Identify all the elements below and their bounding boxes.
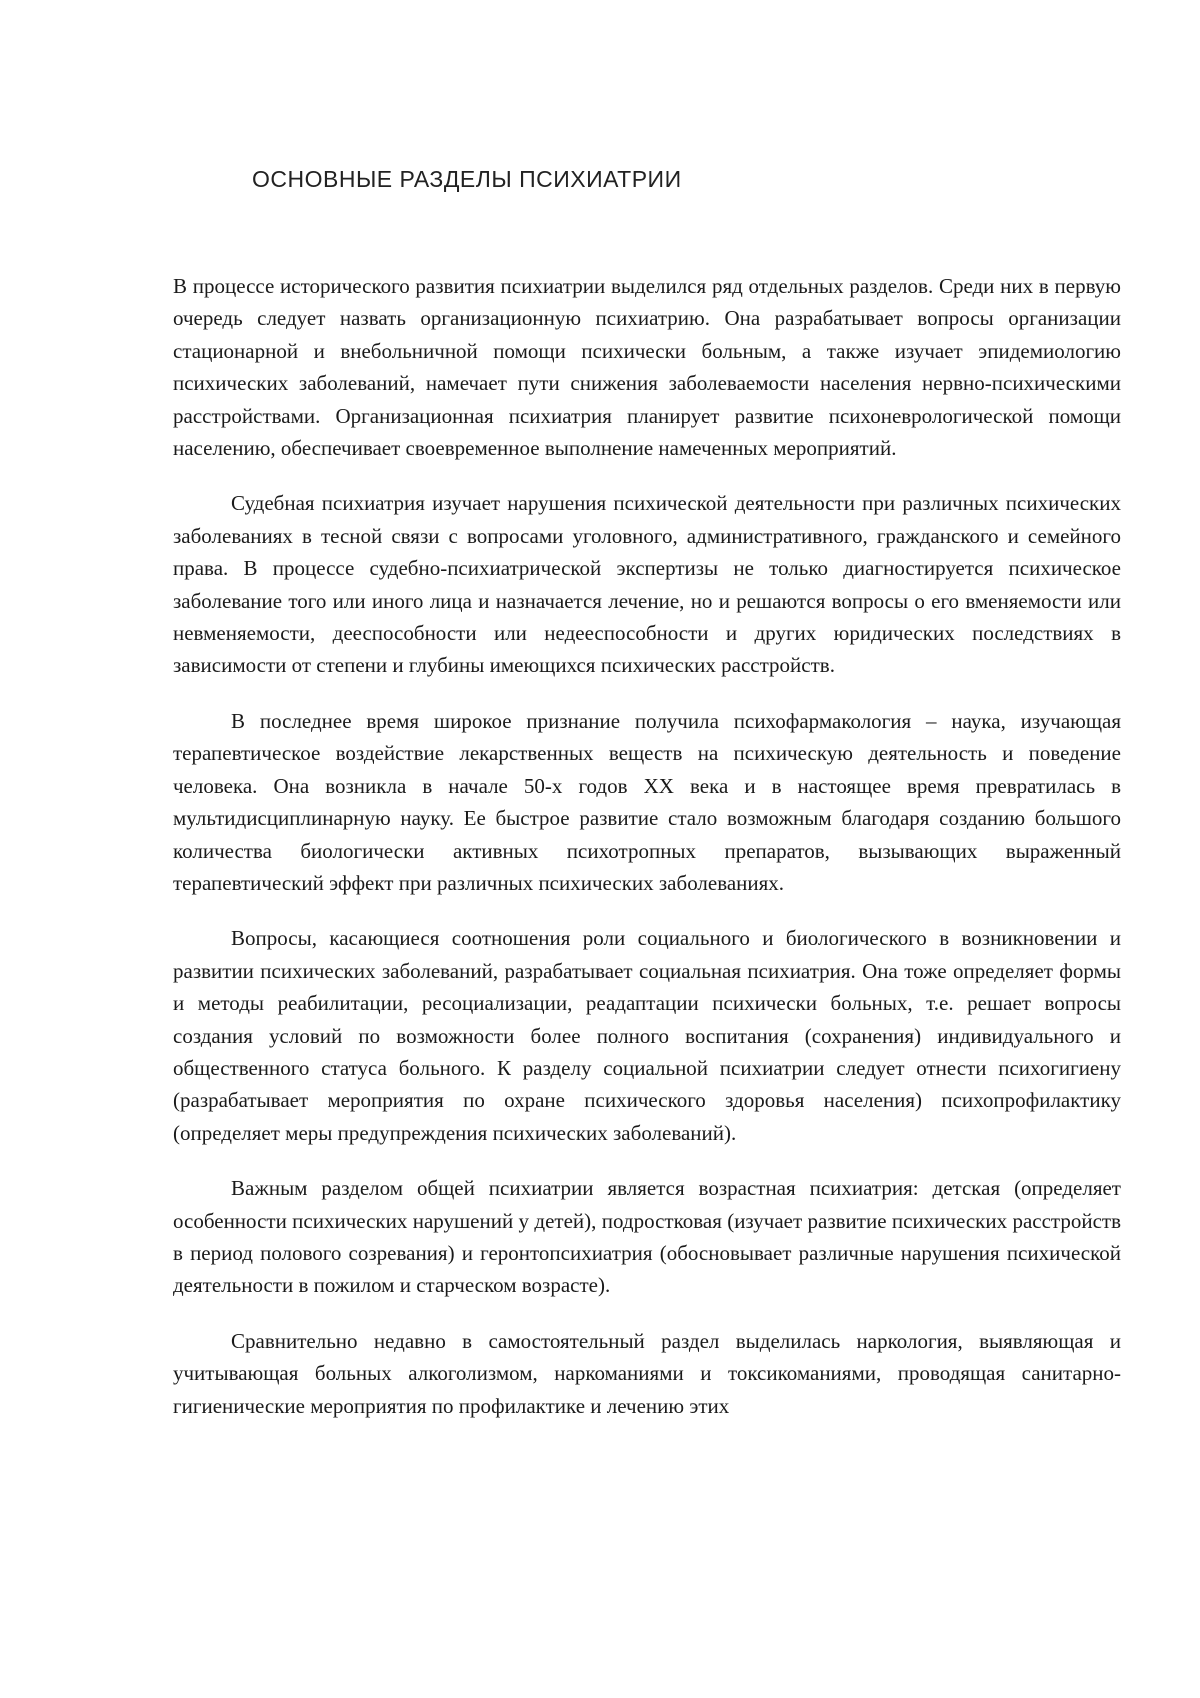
paragraph-narcology: Сравнительно недавно в самостоятельный раздел выделилась наркология, выявляющая и учитывающая больных алкоголизмом, наркоманиями и токсикоманиями, проводящая санитарно-гигиенические мероприятия по профилактике и лечению этих [173,1328,1121,1418]
paragraph-age-psychiatry: Важным разделом общей психиатрии является возрастная психиатрия: детская (определяет особенности психических нарушений у детей), подростковая (изучает развитие психических расстройств в период полового созревания) и геронтопсихиатрия (обосновывает различные нарушения психической деятельности в пожилом и старческом возрасте). [173,1176,1121,1298]
paragraph-forensic-psychiatry: Судебная психиатрия изучает нарушения психической деятельности при различных психических заболеваниях в тесной связи с вопросами уголовного, административного, гражданского и семейного права. В процессе судебно-психиатрической экспертизы не только диагностируется психическое заболевание того или иного лица и назначается лечение, но и решаются вопросы о его вменяемости или невменяемости, дееспособности или недееспособности и других юридических последствиях в зависимости от степени и глубины имеющихся психических расстройств. [173,491,1121,678]
paragraph-psychopharmacology: В последнее время широкое признание получила психофармакология – наука, изучающая терапевтическое воздействие лекарственных веществ на психическую деятельность и поведение человека. Она возникла в начале 50-х годов XX века и в настоящее время превратилась в мультидисциплинарную науку. Ее быстрое развитие стало возможным благодаря созданию большого количества биологически активных психотропных препаратов, вызывающих выраженный терапевтический эффект при различных психических заболеваниях. [173,708,1121,895]
paragraph-organizational-psychiatry: В процессе исторического развития психиатрии выделился ряд отдельных разделов. Среди них в первую очередь следует назвать организационную психиатрию. Она разрабатывает вопросы организации стационарной и внебольничной помощи психически больным, а также изучает эпидемиологию психических заболеваний, намечает пути снижения заболеваемости населения нервно-психическими расстройствами. Организационная психиатрия планирует развитие психоневрологической помощи населению, обеспечивает своевременное выполнение намеченных мероприятий. [173,274,1121,461]
paragraph-social-psychiatry: Вопросы, касающиеся соотношения роли социального и биологического в возникновении и развитии психических заболеваний, разрабатывает социальная психиатрия. Она тоже определяет формы и методы реабилитации, ресоциализации, реадаптации психически больных, т.е. решает вопросы создания условий по возможности более полного воспитания (сохранения) индивидуального и общественного статуса больного. К разделу социальной психиатрии следует отнести психогигиену (разрабатывает мероприятия по охране психического здоровья населения) психопрофилактику (определяет меры предупреждения психических заболеваний). [173,926,1121,1145]
document-title: ОСНОВНЫЕ РАЗДЕЛЫ ПСИХИАТРИИ [252,166,682,192]
document-body [173,270,1121,1445]
